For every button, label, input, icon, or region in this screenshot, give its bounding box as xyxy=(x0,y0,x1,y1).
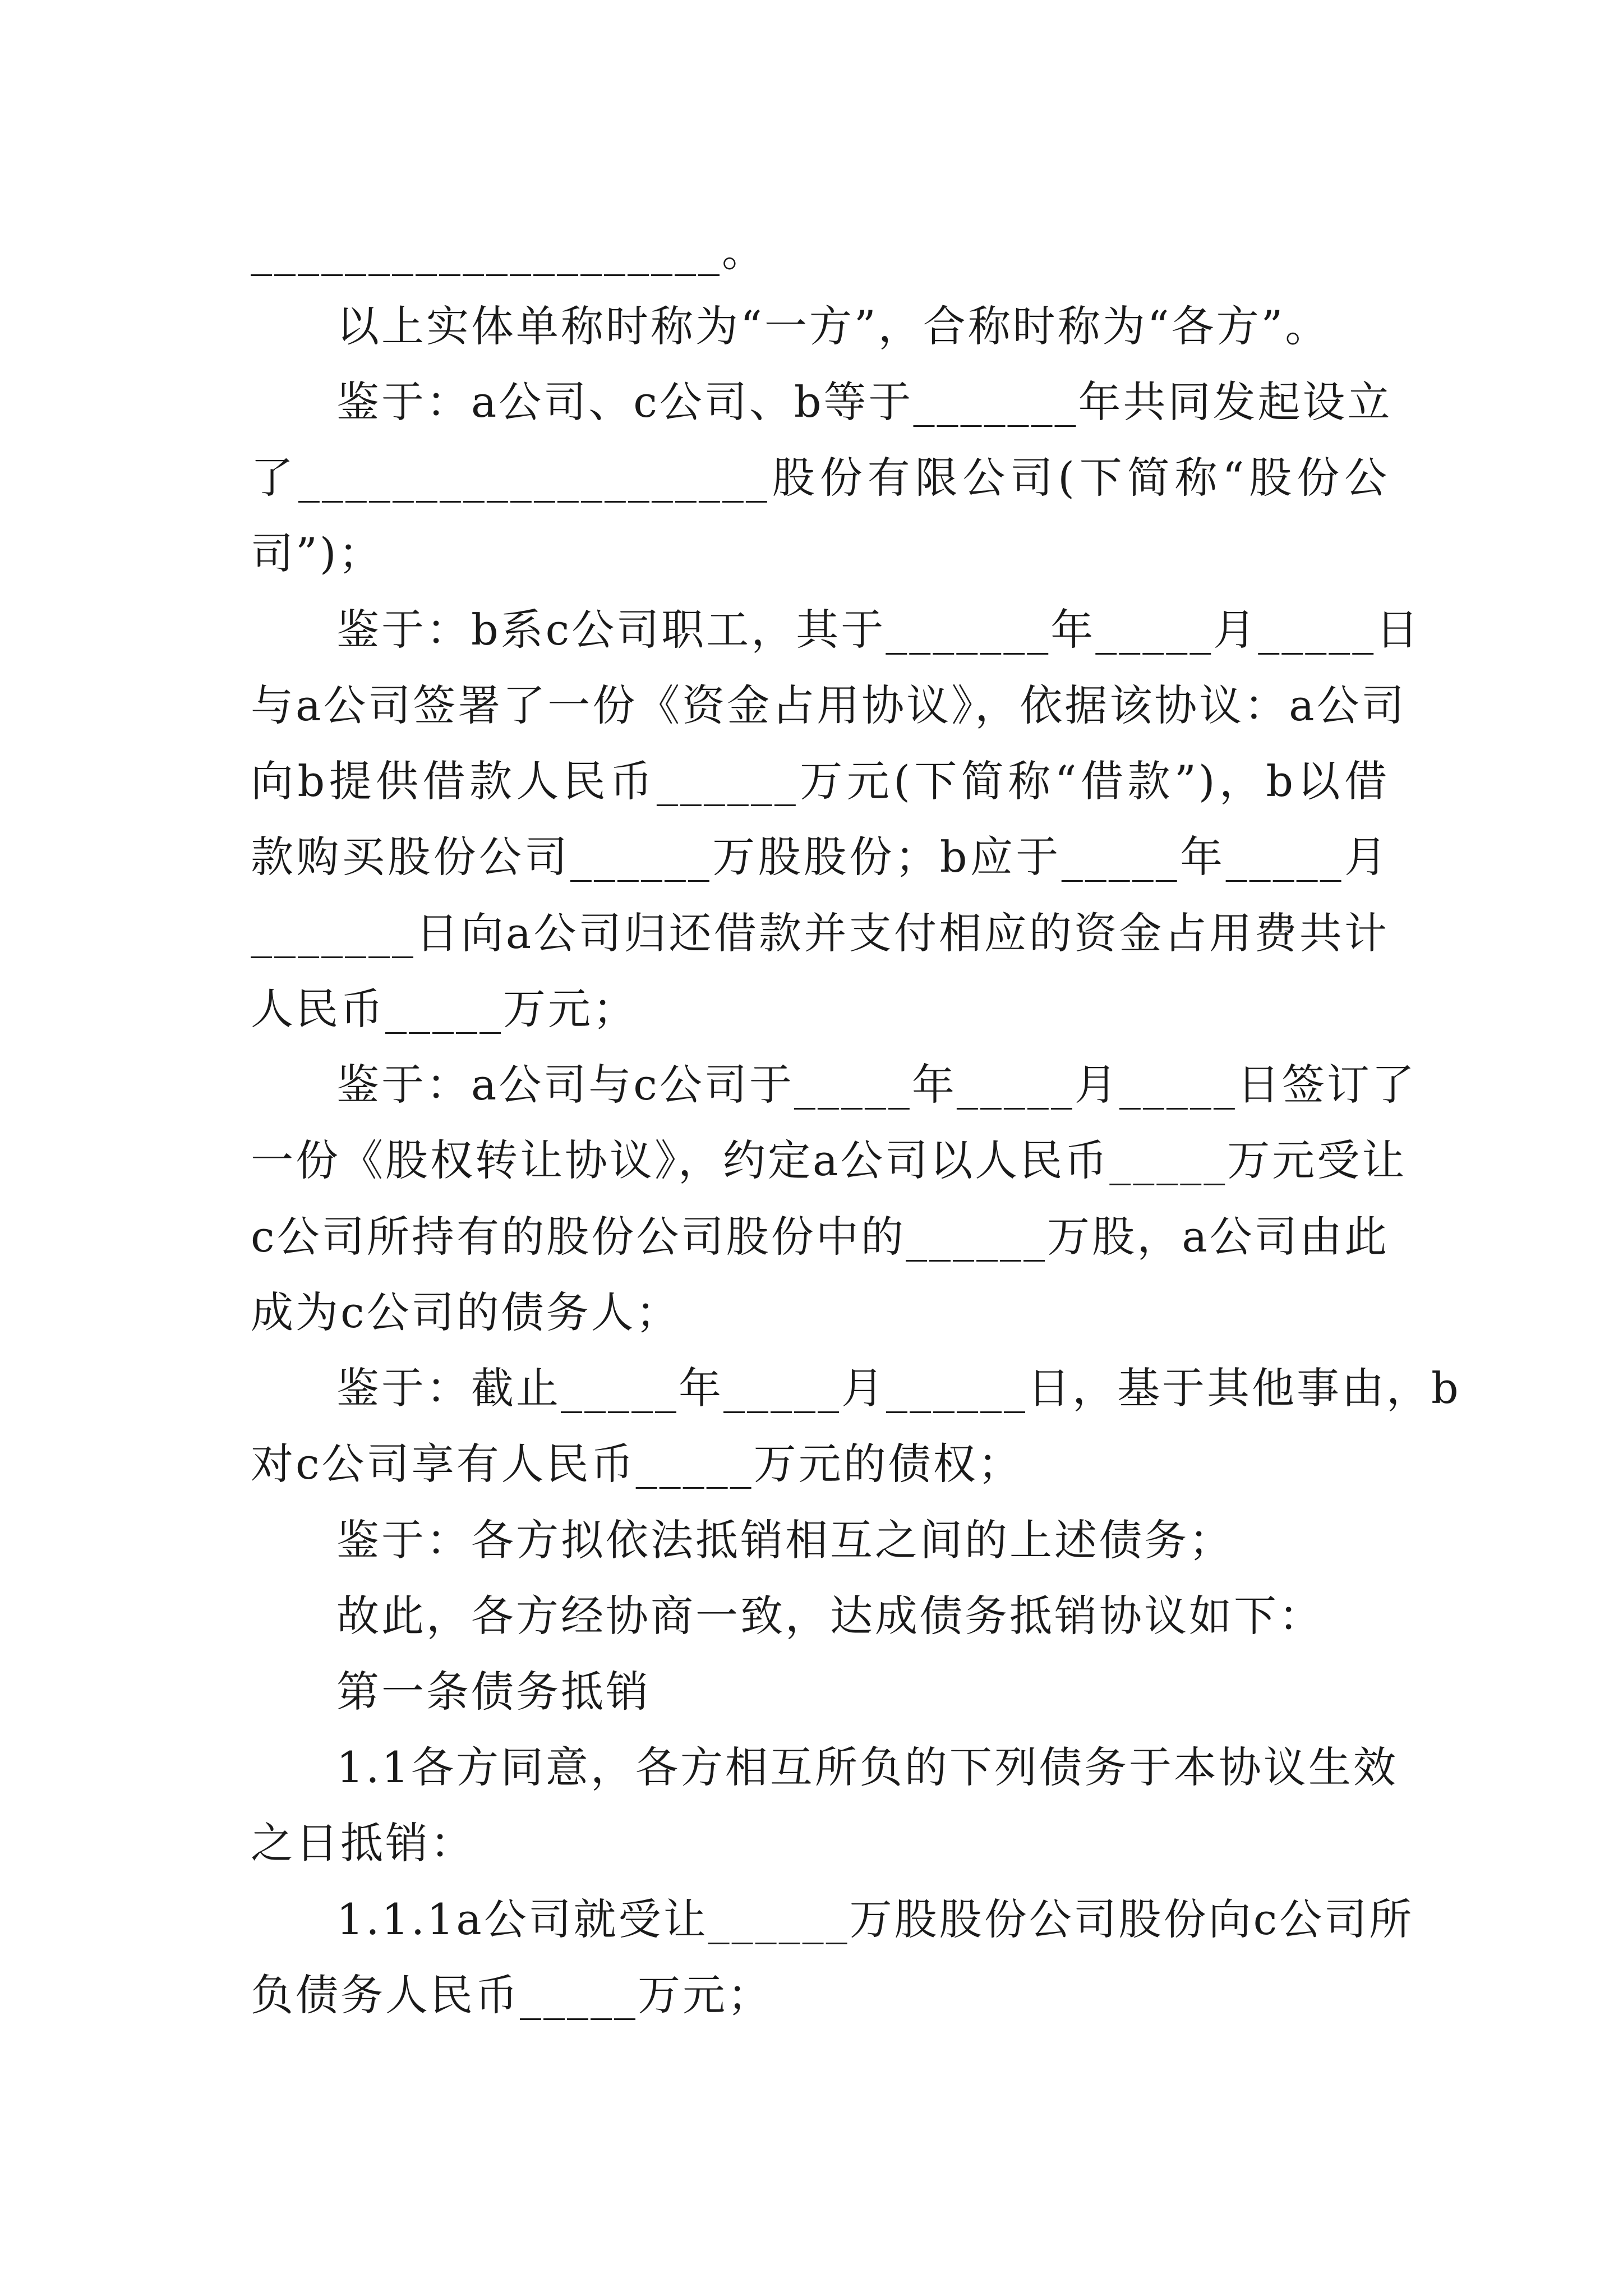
text-line: 鉴于：a公司、c公司、b等于_______年共同发起设立 xyxy=(336,377,1393,427)
text-line: 1.1各方同意，各方相互所负的下列债务于本协议生效 xyxy=(336,1742,1398,1792)
text-line: c公司所持有的股份公司股份中的______万股，a公司由此 xyxy=(251,1212,1389,1262)
text-line: 鉴于：a公司与c公司于_____年_____月_____日签订了 xyxy=(336,1060,1417,1110)
text-line: 人民币_____万元； xyxy=(251,984,638,1034)
text-line: 1.1.1a公司就受让______万股股份公司股份向c公司所 xyxy=(336,1894,1414,1944)
text-line: 对c公司享有人民币_____万元的债权； xyxy=(251,1439,1023,1489)
text-line: 鉴于：截止_____年_____月______日，基于其他事由，b xyxy=(336,1363,1461,1413)
text-line: 鉴于：各方拟依法抵销相互之间的上述债务； xyxy=(336,1515,1234,1565)
text-line: 与a公司签署了一份《资金占用协议》，依据该协议：a公司 xyxy=(251,680,1407,730)
text-line: 鉴于：b系c公司职工，其于_______年_____月_____日 xyxy=(336,605,1421,655)
text-line: 以上实体单称时称为“一方”，合称时称为“各方”。 xyxy=(336,301,1330,351)
text-line: 成为c公司的债务人； xyxy=(251,1287,681,1337)
text-line: 款购买股份公司______万股股份；b应于_____年_____月 xyxy=(251,832,1389,882)
text-line: _______日向a公司归还借款并支付相应的资金占用费共计 xyxy=(251,908,1389,958)
text-line: 一份《股权转让协议》，约定a公司以人民币_____万元受让 xyxy=(251,1135,1407,1185)
text-line: 司”)； xyxy=(251,528,384,578)
text-line: 故此，各方经协商一致，达成债务抵销协议如下： xyxy=(336,1591,1324,1641)
text-line: 之日抵销： xyxy=(251,1818,475,1868)
section-heading: 第一条债务抵销 xyxy=(336,1667,651,1717)
text-line: ____________________。 xyxy=(251,226,767,276)
text-line: 向b提供借款人民币______万元(下简称“借款”)，b以借 xyxy=(251,756,1389,806)
text-line: 了____________________股份有限公司(下简称“股份公 xyxy=(251,453,1389,503)
text-line: 负债务人民币_____万元； xyxy=(251,1970,772,2020)
